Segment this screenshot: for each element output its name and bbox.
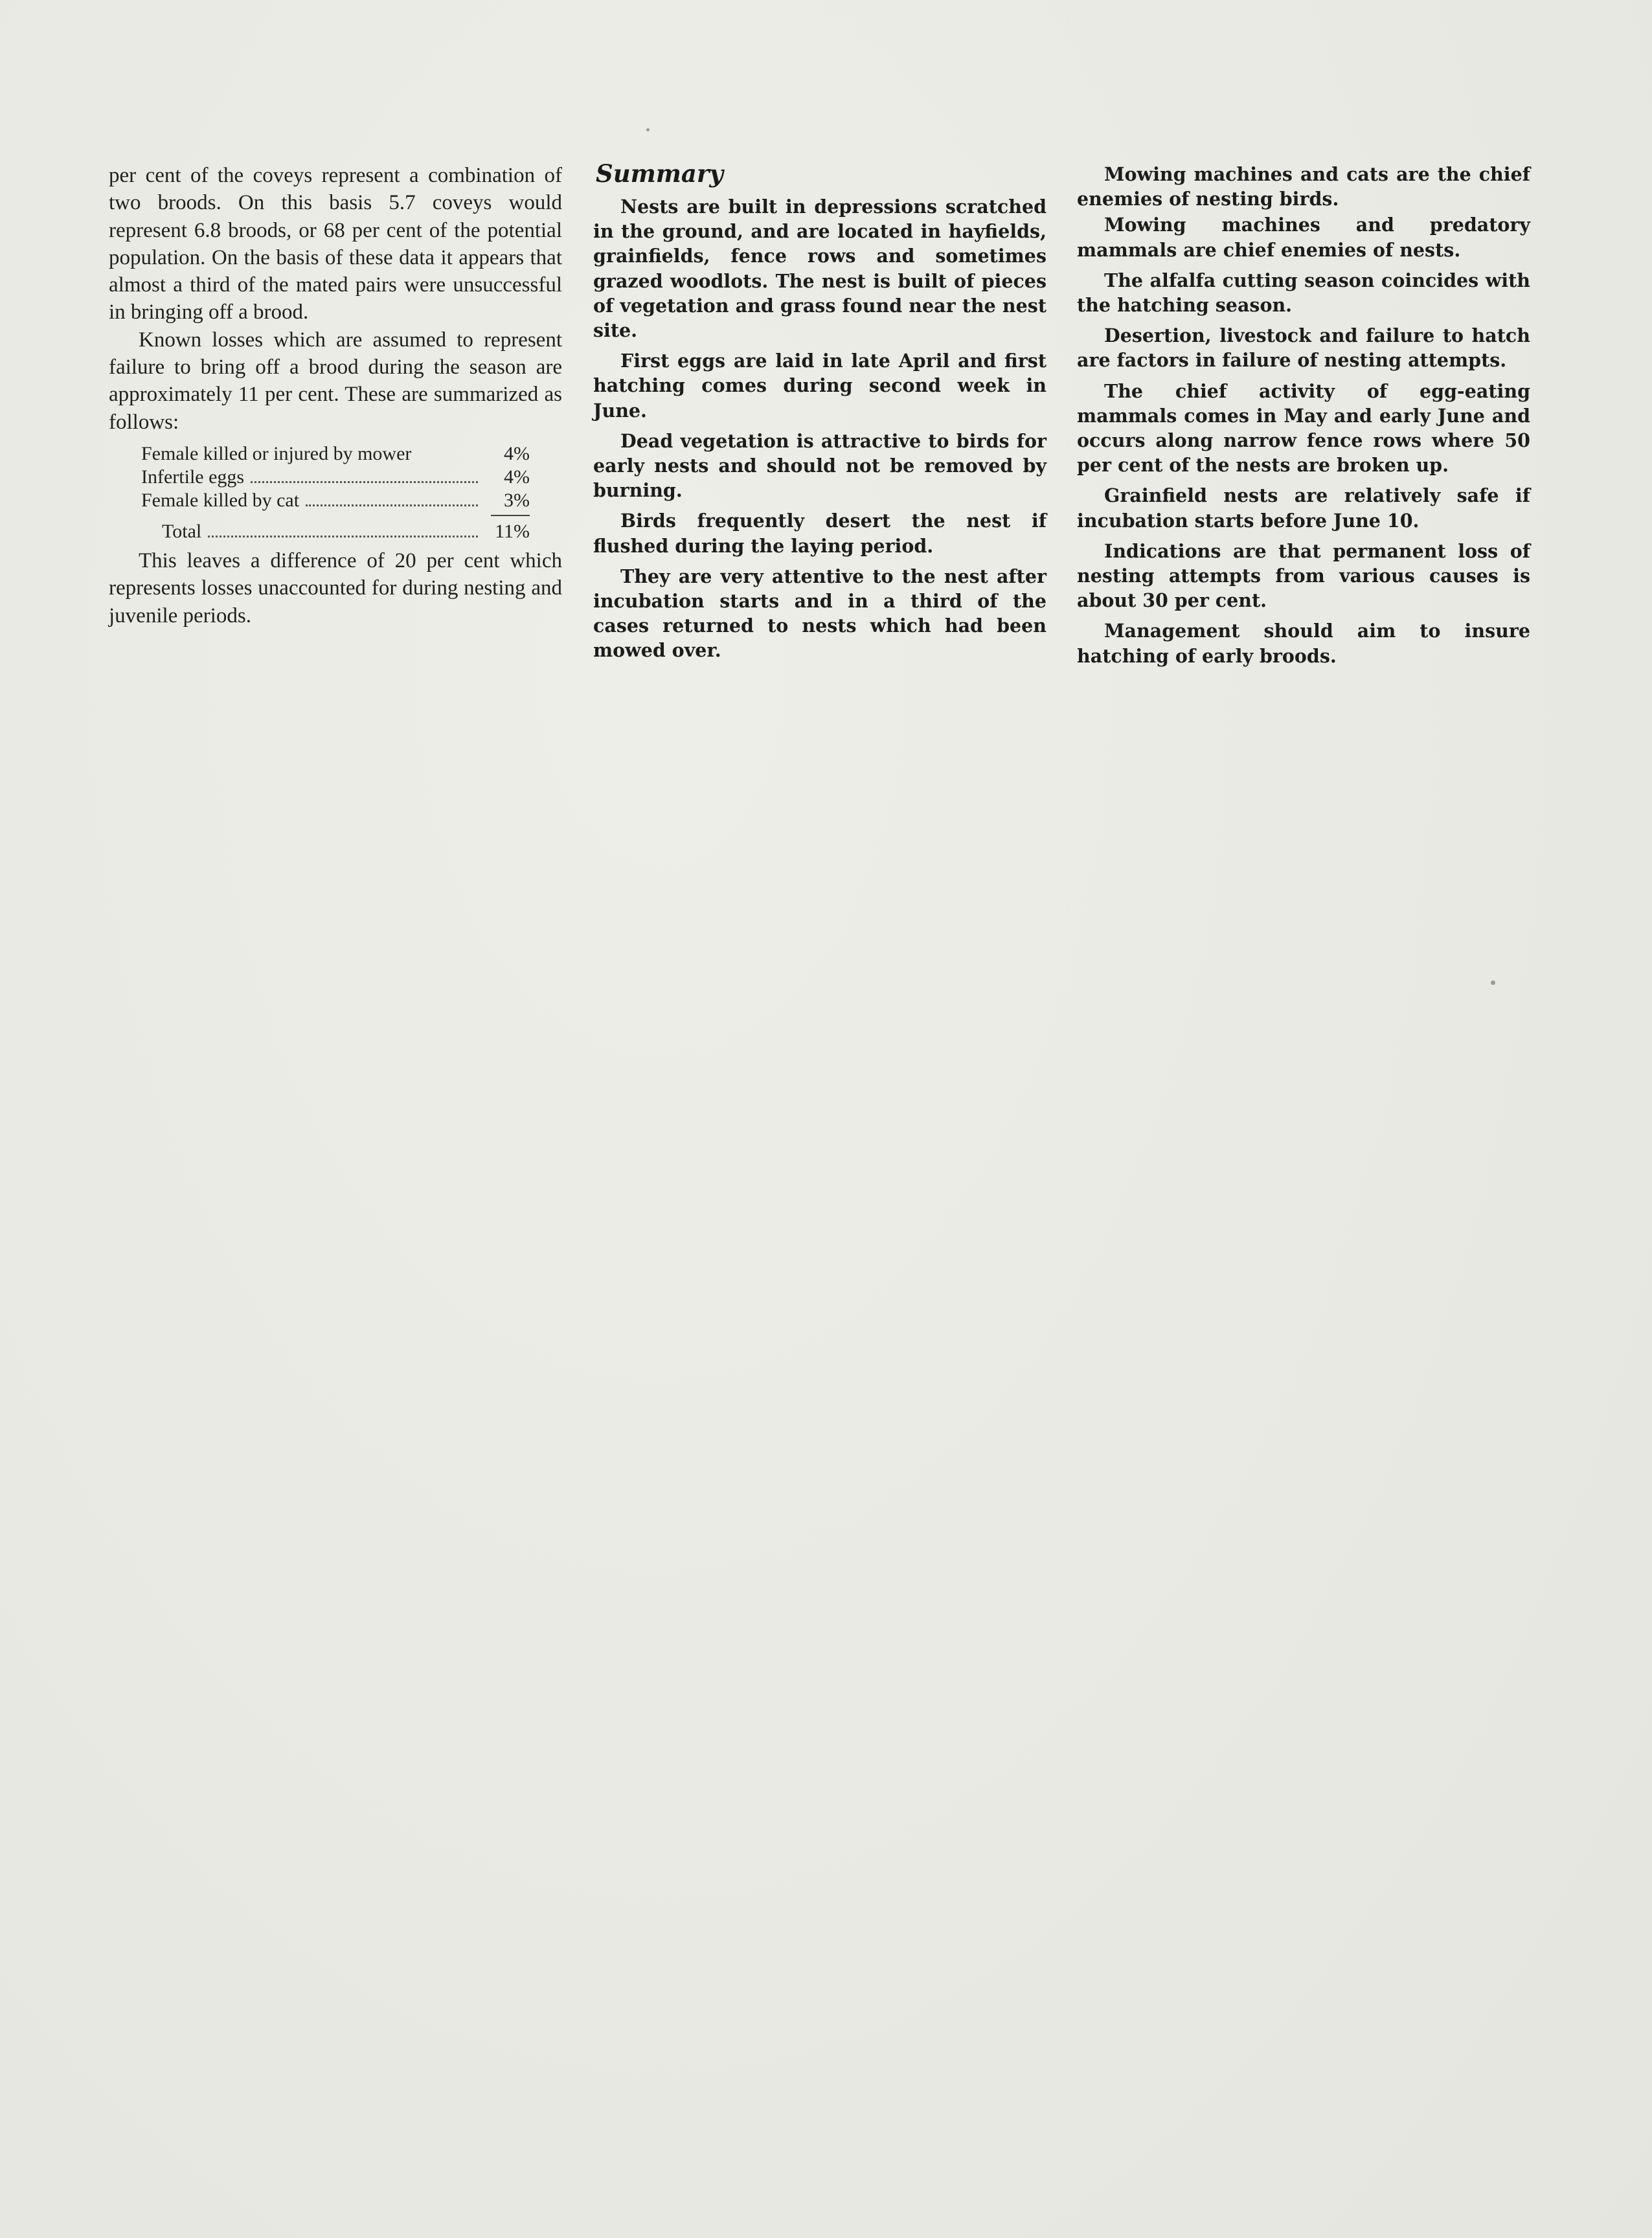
loss-label: Female killed or injured by mower (141, 442, 412, 464)
section-heading: Summary (596, 159, 723, 188)
paragraph: Known losses which are assumed to represent failure to bring off a brood during the season are approximately 11 per cent. These are summarized as follows: (109, 328, 562, 434)
loss-row (141, 442, 530, 466)
summary-item: Desertion, livestock and failure to hatch are factors in failure of nesting attempts. (1077, 324, 1530, 372)
paper-speck (646, 128, 650, 131)
paragraph: This leaves a difference of 20 per cent which represents losses unaccounted for during nesting and juvenile periods. (109, 548, 562, 627)
total-label: Total (162, 520, 202, 542)
loss-row (141, 466, 530, 489)
summary-column (593, 159, 1047, 669)
summary-item: First eggs are laid in late April and first hatching comes during second week in June. (593, 350, 1047, 422)
losses-table (141, 442, 530, 543)
summary-item: Dead vegetation is attractive to birds for early nests and should not be removed by burning. (593, 429, 1047, 502)
summary-item: The chief activity of egg-eating mammals comes in May and early June and occurs along narrow fence rows where 50 per cent of the nests are broken up. (1077, 379, 1530, 477)
text-column-left (109, 162, 562, 629)
summary-item: Indications are that permanent loss of nesting attempts from various causes is about 30 per cent. (1077, 539, 1530, 612)
sum-rule (491, 515, 530, 519)
summary-column-continued (1077, 162, 1530, 674)
paragraph: per cent of the coveys represent a combination of two broods. On this basis 5.7 coveys would represent 6.8 broods, or 68 per cent of the potential population. On the basis of these data it appears that almost a third of the mated pairs were unsuccessful in bringing off a brood. (109, 164, 562, 324)
summary-item: The alfalfa cutting season coincides with the hatching season. (1077, 269, 1530, 317)
total-value: 11% (495, 520, 530, 542)
summary-item: They are very attentive to the nest after incubation starts and in a third of the cases returned to nests which had been mowed over. (593, 565, 1047, 662)
loss-label: Female killed by cat (141, 489, 300, 511)
leader-dots (306, 504, 478, 506)
paper-speck (1491, 980, 1495, 985)
summary-item: Mowing machines and predatory mammals are chief enemies of nests. (1077, 214, 1530, 261)
leader-dots (208, 535, 478, 537)
summary-item: Nests are built in depressions scratched in the ground, and are located in hayfields, grainfields, fence rows and sometimes grazed woodlots. The nest is built of pieces of vegetation and grass found near the nest site. (593, 196, 1047, 342)
loss-value: 3% (504, 489, 530, 511)
total-row (141, 520, 530, 543)
summary-item: Mowing machines and cats are the chief enemies of nesting birds. (1077, 163, 1530, 210)
leader-dots (251, 480, 478, 483)
loss-label: Infertile eggs (141, 466, 245, 488)
summary-item: Management should aim to insure hatching of early broods. (1077, 620, 1530, 667)
summary-item: Grainfield nests are relatively safe if incubation starts before June 10. (1077, 484, 1530, 532)
leader-dots (418, 459, 478, 460)
summary-item: Birds frequently desert the nest if flushed during the laying period. (593, 510, 1047, 557)
loss-value: 4% (504, 442, 530, 464)
loss-value: 4% (504, 466, 530, 488)
loss-row (141, 489, 530, 512)
